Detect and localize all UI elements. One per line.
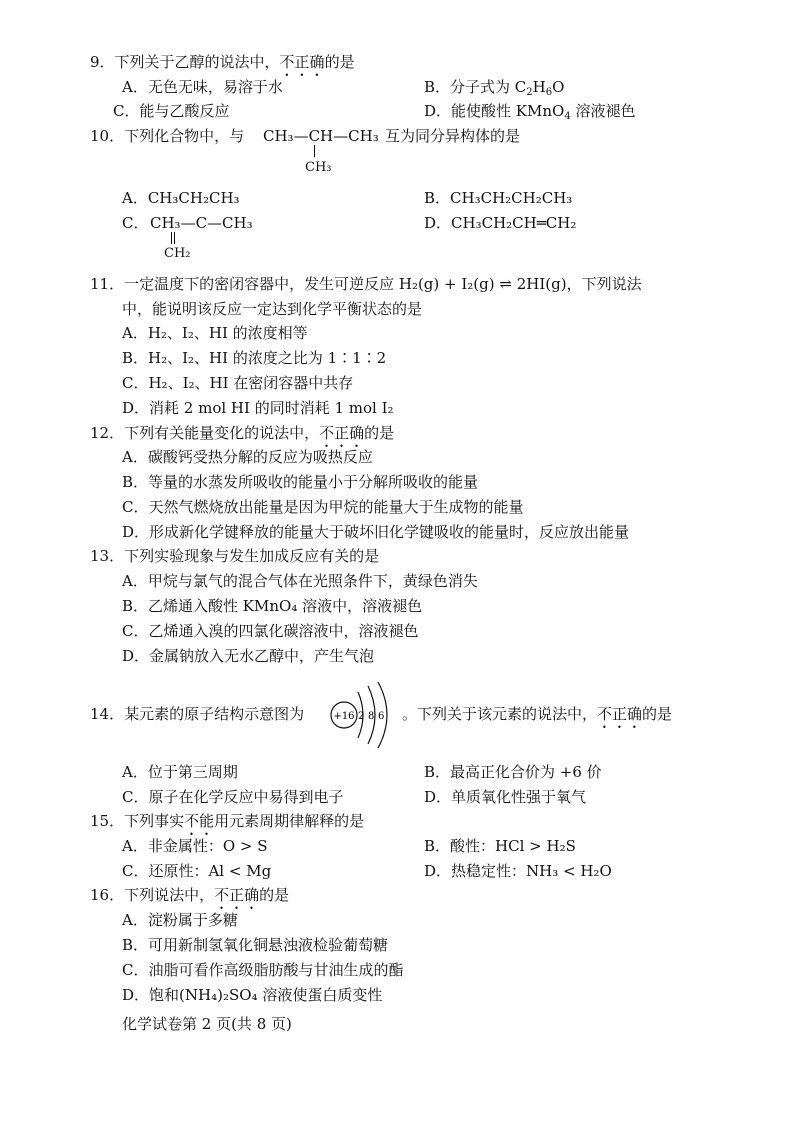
q11-stem-line1: 11．一定温度下的密闭容器中，发生可逆反应 H₂(g) + I₂(g) ⇌ 2HI(g)，下列说法 xyxy=(90,275,642,293)
nucleus-charge: +16 xyxy=(333,711,355,722)
q16-stem: 16．下列说法中，不正确的是 xyxy=(90,886,290,904)
q10-option-c-double-bond xyxy=(171,232,175,244)
q11-option-d: D．消耗 2 mol HI 的同时消耗 1 mol I₂ xyxy=(122,399,394,417)
q10-option-d: D．CH₃CH₂CH═CH₂ xyxy=(424,214,577,232)
q14-option-a: A．位于第三周期 xyxy=(122,763,238,781)
q16-option-c: C．油脂可看作高级脂肪酸与甘油生成的酯 xyxy=(122,961,404,979)
q12-option-c: C．天然气燃烧放出能量是因为甲烷的能量大于生成物的能量 xyxy=(122,498,524,516)
q15-option-d: D．热稳定性：NH₃ < H₂O xyxy=(424,862,612,880)
q15-option-c: C．还原性：Al < Mg xyxy=(122,862,272,880)
atomic-structure-diagram xyxy=(328,680,398,750)
q12-option-d: D．形成新化学键释放的能量大于破坏旧化学键吸收的能量时，反应放出能量 xyxy=(122,523,630,541)
q13-option-b: B．乙烯通入酸性 KMnO₄ 溶液中，溶液褪色 xyxy=(122,597,423,615)
q10-option-a: A．CH₃CH₂CH₃ xyxy=(122,189,240,207)
q16-option-a: A．淀粉属于多糖 xyxy=(122,911,238,929)
q14-option-b: B．最高正化合价为 +6 价 xyxy=(424,763,602,781)
q11-stem-line2: 中，能说明该反应一定达到化学平衡状态的是 xyxy=(122,300,423,318)
q10-option-c-branch: CH₂ xyxy=(164,246,191,261)
q15-option-b: B．酸性：HCl > H₂S xyxy=(424,837,576,855)
q16-option-d: D．饱和(NH₄)₂SO₄ 溶液使蛋白质变性 xyxy=(122,986,383,1004)
q11-option-a: A．H₂、I₂、HI 的浓度相等 xyxy=(122,324,308,342)
q15-option-a: A．非金属性：O > S xyxy=(122,837,268,855)
q14-option-c: C．原子在化学反应中易得到电子 xyxy=(122,788,344,806)
q16-option-b: B．可用新制氢氧化铜悬浊液检验葡萄糖 xyxy=(122,936,389,954)
q14-option-d: D．单质氧化性强于氧气 xyxy=(424,788,587,806)
q10-stem-b: 互为同分异构体的是 xyxy=(385,127,521,145)
q10-option-b: B．CH₃CH₂CH₂CH₃ xyxy=(424,189,573,207)
page-footer: 化学试卷第 2 页(共 8 页) xyxy=(122,1015,292,1033)
q12-option-b: B．等量的水蒸发所吸收的能量小于分解所吸收的能量 xyxy=(122,473,479,491)
q9-option-b: B．分子式为 $C_2H_6O$ xyxy=(424,78,565,98)
q12-stem: 12．下列有关能量变化的说法中，不正确的是 xyxy=(90,424,395,442)
q10-option-c-label: C． xyxy=(122,214,149,232)
q12-option-a: A．碳酸钙受热分解的反应为吸热反应 xyxy=(122,448,373,466)
shell-count-3: 6 xyxy=(378,711,385,722)
q13-option-a: A．甲烷与氯气的混合气体在光照条件下，黄绿色消失 xyxy=(122,572,478,590)
q11-option-c: C．H₂、I₂、HI 在密闭容器中共存 xyxy=(122,374,354,392)
q10-option-c-chain: CH₃—C—CH₃ xyxy=(150,214,253,232)
q9-option-a: A．无色无味，易溶于水 xyxy=(122,78,283,96)
shell-count-2: 8 xyxy=(368,711,375,722)
q10-branch-bond xyxy=(314,145,315,157)
q14-stem-a: 14．某元素的原子结构示意图为 xyxy=(90,705,305,723)
q14-stem-b: 。下列关于该元素的说法中，不正确的是 xyxy=(402,705,673,723)
q9-stem: 9．下列关于乙醇的说法中，不正确的是 xyxy=(90,53,355,71)
q13-stem: 13．下列实验现象与发生加成反应有关的是 xyxy=(90,547,380,565)
q13-option-d: D．金属钠放入无水乙醇中，产生气泡 xyxy=(122,647,375,665)
q10-structure-branch: CH₃ xyxy=(305,160,332,175)
q9-option-c: C．能与乙酸反应 xyxy=(113,102,230,120)
q15-stem: 15．下列事实不能用元素周期律解释的是 xyxy=(90,812,365,830)
q11-option-b: B．H₂、I₂、HI 的浓度之比为 1∶1∶2 xyxy=(122,349,387,367)
q10-stem-a: 10．下列化合物中，与 xyxy=(90,127,245,145)
q10-structure-main: CH₃—CH—CH₃ xyxy=(263,127,379,145)
shell-count-1: 2 xyxy=(358,711,365,722)
q9-option-d: D．能使酸性 KMnO$_4$ 溶液褪色 xyxy=(424,102,636,122)
q13-option-c: C．乙烯通入溴的四氯化碳溶液中，溶液褪色 xyxy=(122,622,419,640)
